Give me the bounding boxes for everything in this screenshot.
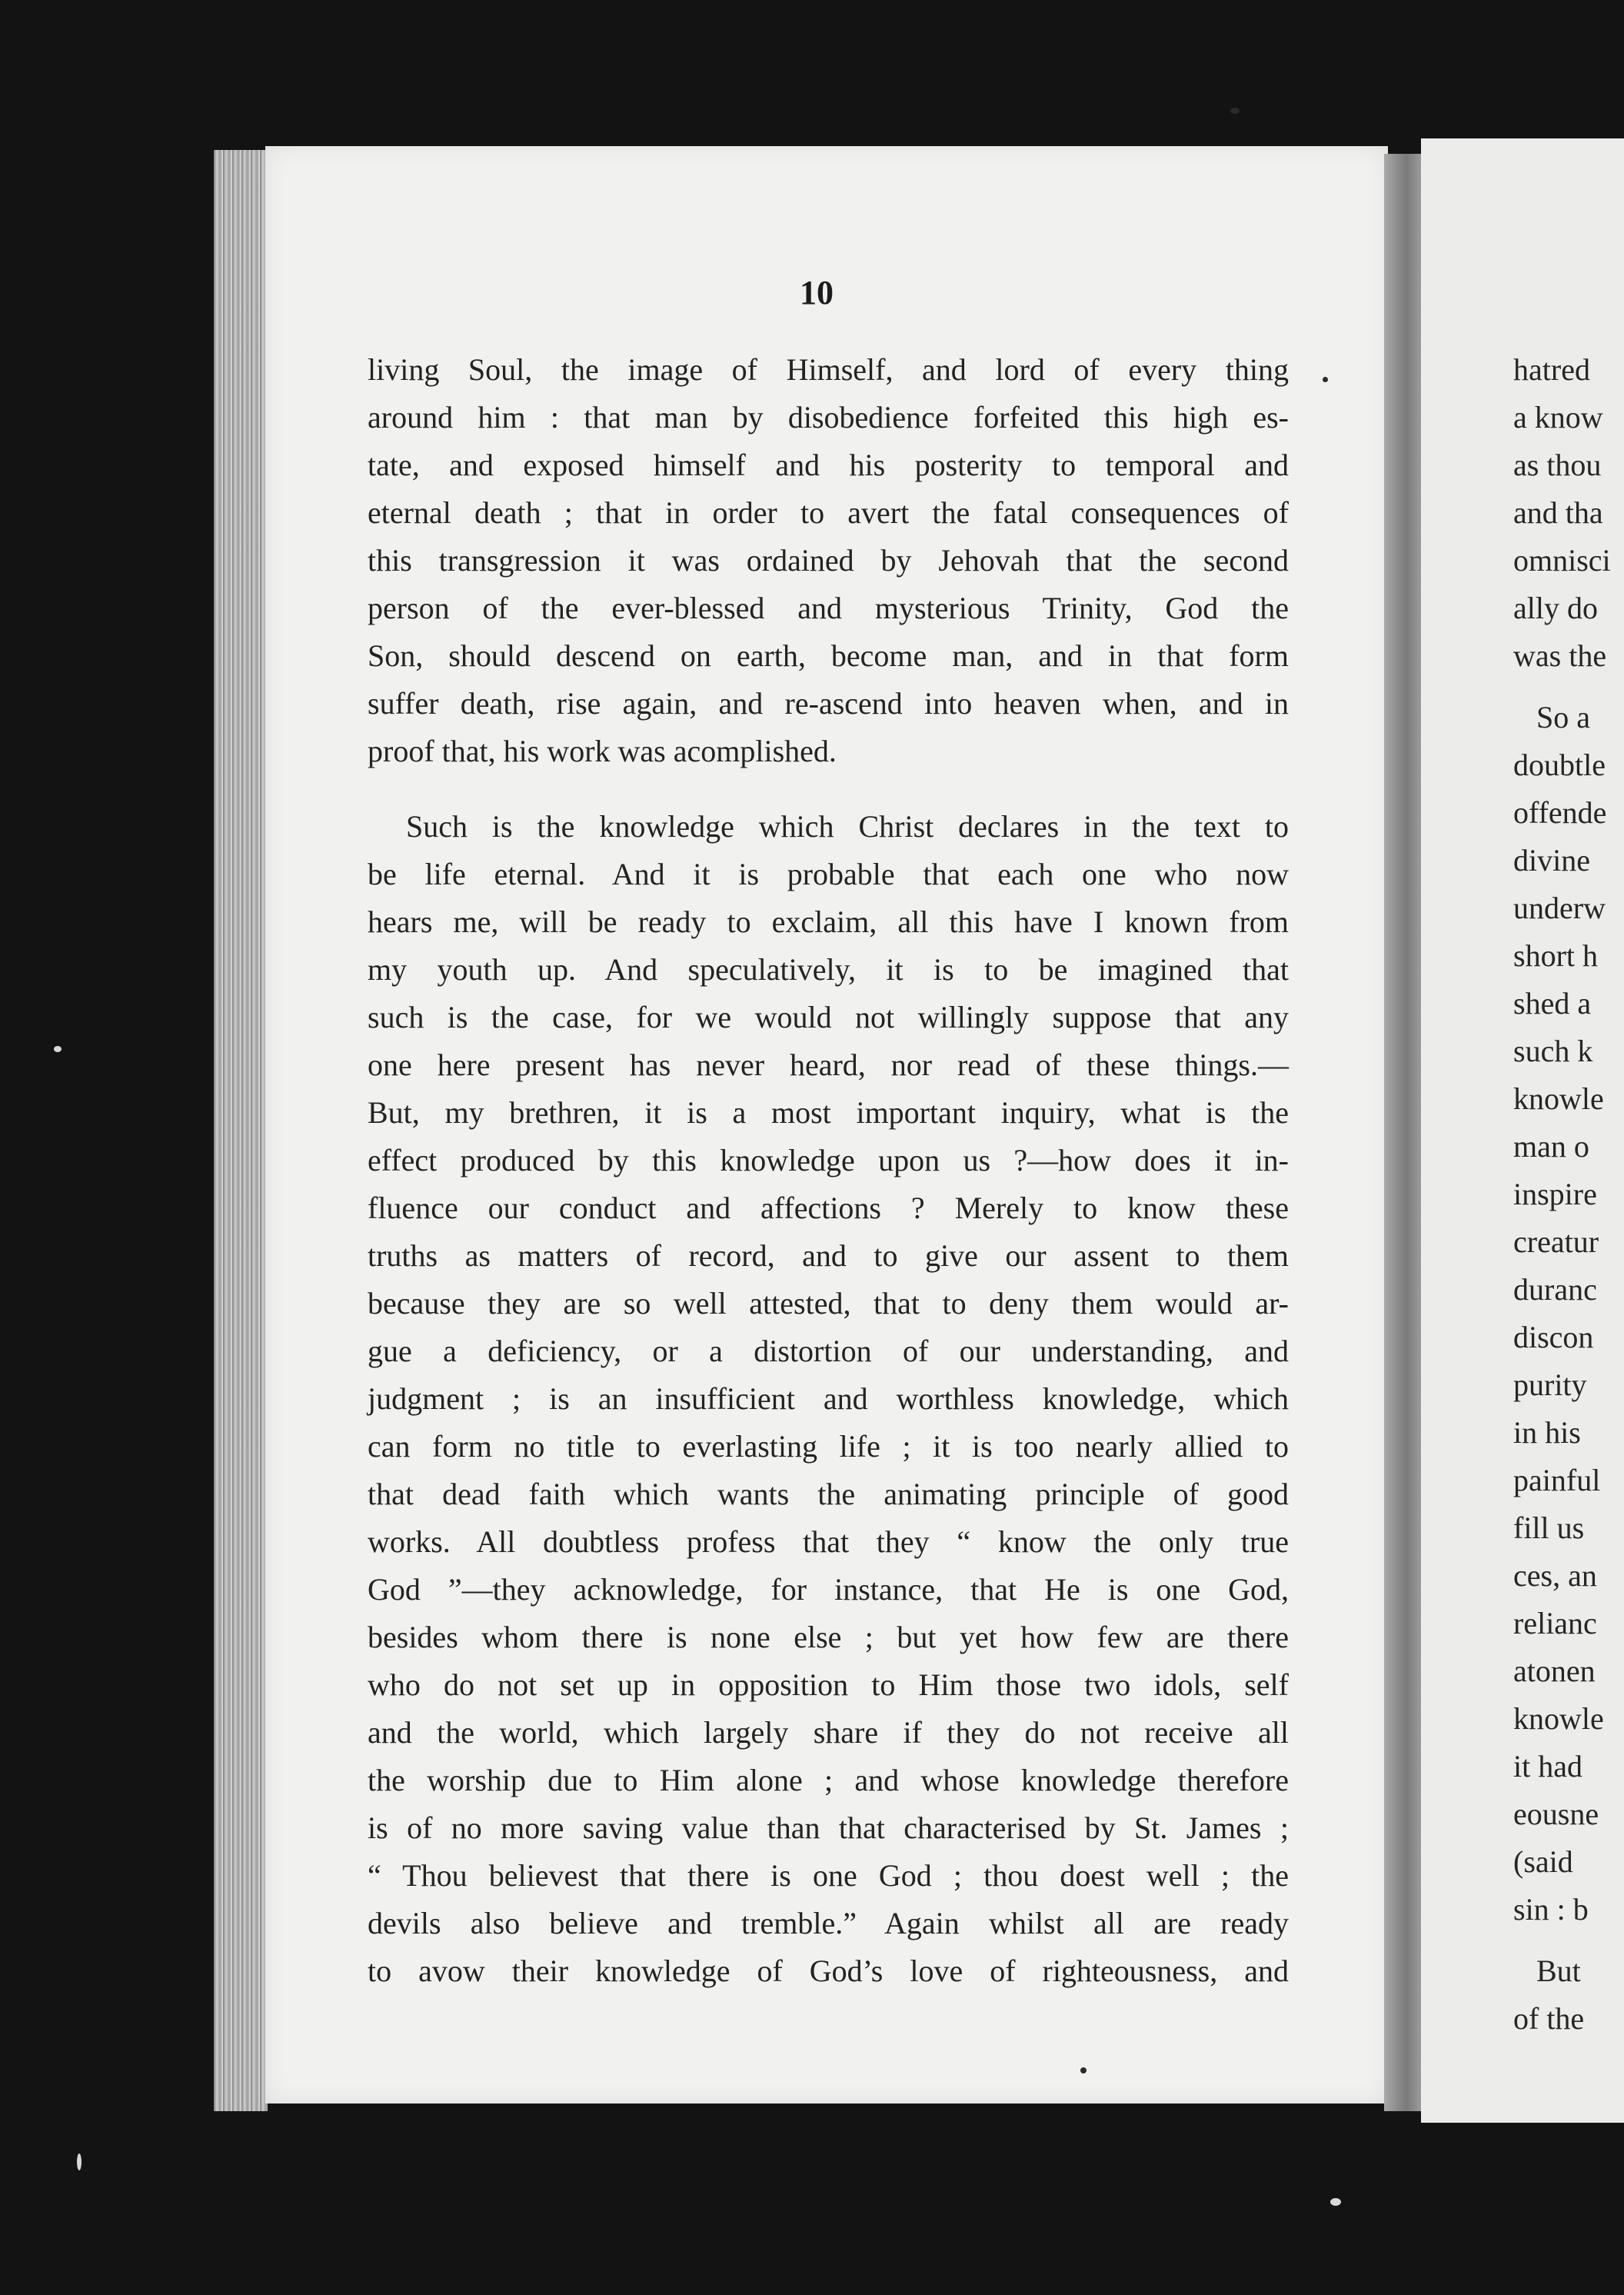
- text-fragment: inspire: [1513, 1177, 1597, 1211]
- scan-speck: [1323, 377, 1328, 382]
- text-fragment: it had: [1513, 1749, 1582, 1784]
- text-line: my youth up. And speculatively, it is to be imagined that: [368, 952, 1289, 987]
- text-fragment: discon: [1513, 1320, 1594, 1354]
- text-fragment: painful: [1513, 1463, 1601, 1497]
- paragraph-gap: [1513, 1934, 1611, 1947]
- scan-speck: [1230, 108, 1240, 114]
- text-line: besides whom there is none else ; but yet how few are there: [368, 1620, 1289, 1654]
- text-fragment: fill us: [1513, 1511, 1585, 1545]
- text-line: person of the ever-blessed and mysterious Trinity, God the: [368, 591, 1289, 625]
- text-fragment: divine: [1513, 843, 1590, 878]
- right-page-text: [1513, 346, 1611, 2043]
- text-fragment: atonen: [1513, 1654, 1596, 1688]
- text-line: around him : that man by disobedience forfeited this high es-: [368, 400, 1289, 435]
- text-line: effect produced by this knowledge upon us ?—how does it in-: [368, 1143, 1289, 1177]
- text-line: hears me, will be ready to exclaim, all this have I known from: [368, 904, 1289, 939]
- scan-speck: [1080, 2067, 1087, 2073]
- text-fragment: underw: [1513, 891, 1606, 925]
- text-line: eternal death ; that in order to avert the fatal consequences of: [368, 495, 1289, 530]
- text-fragment: knowle: [1513, 1081, 1604, 1116]
- text-fragment: creatur: [1513, 1224, 1599, 1259]
- text-fragment: (said: [1513, 1844, 1573, 1879]
- text-fragment: sin : b: [1513, 1892, 1589, 1927]
- text-line: suffer death, rise again, and re-ascend into heaven when, and in: [368, 686, 1289, 721]
- text-line: and the world, which largely share if they do not receive all: [368, 1715, 1289, 1750]
- text-fragment: short h: [1513, 938, 1598, 973]
- text-line: is of no more saving value than that characterised by St. James ;: [368, 1810, 1289, 1845]
- text-line: devils also believe and tremble.” Again whilst all are ready: [368, 1906, 1289, 1940]
- text-fragment: and tha: [1513, 495, 1603, 530]
- text-fragment: as thou: [1513, 448, 1602, 482]
- text-fragment: in his: [1513, 1415, 1581, 1450]
- text-fragment: a know: [1513, 400, 1603, 435]
- text-line: that dead faith which wants the animating principle of good: [368, 1477, 1289, 1511]
- text-line: one here present has never heard, nor read of these things.—: [368, 1048, 1289, 1082]
- text-fragment: doubtle: [1513, 748, 1606, 782]
- text-fragment: hatred: [1513, 352, 1590, 387]
- text-fragment: But: [1536, 1954, 1581, 1988]
- text-line: God ”—they acknowledge, for instance, that He is one God,: [368, 1572, 1289, 1607]
- text-fragment: ces, an: [1513, 1558, 1597, 1593]
- text-line: who do not set up in opposition to Him those two idols, self: [368, 1667, 1289, 1702]
- scan-speck: [54, 1046, 62, 1052]
- text-line: can form no title to everlasting life ; it is too nearly allied to: [368, 1429, 1289, 1464]
- text-line: gue a deficiency, or a distortion of our understanding, and: [368, 1334, 1289, 1368]
- text-fragment: duranc: [1513, 1272, 1597, 1307]
- page-edges: [214, 150, 268, 2111]
- text-fragment: knowle: [1513, 1701, 1604, 1736]
- text-fragment: omnisci: [1513, 543, 1611, 578]
- text-line: judgment ; is an insufficient and worthless knowledge, which: [368, 1381, 1289, 1416]
- left-page-text: [368, 346, 1289, 1995]
- text-line: to avow their knowledge of God’s love of righteousness, and: [368, 1954, 1289, 1988]
- text-fragment: So a: [1536, 700, 1590, 734]
- scan-speck: [77, 2153, 82, 2170]
- book-gutter: [1384, 154, 1421, 2111]
- text-line: because they are so well attested, that to deny them would ar-: [368, 1286, 1289, 1321]
- text-fragment: was the: [1513, 638, 1607, 673]
- text-line: fluence our conduct and affections ? Merely to know these: [368, 1191, 1289, 1225]
- text-fragment: shed a: [1513, 986, 1592, 1021]
- text-fragment: such k: [1513, 1034, 1593, 1068]
- text-fragment: purity: [1513, 1367, 1587, 1402]
- text-fragment: man o: [1513, 1129, 1589, 1164]
- text-line: tate, and exposed himself and his posterity to temporal and: [368, 448, 1289, 482]
- text-fragment: ally do: [1513, 591, 1598, 625]
- text-fragment: eousne: [1513, 1797, 1599, 1831]
- text-line: Son, should descend on earth, become man, and in that form: [368, 638, 1289, 673]
- text-line: this transgression it was ordained by Jehovah that the second: [368, 543, 1289, 578]
- text-line: Such is the knowledge which Christ declares in the text to: [406, 809, 1289, 844]
- text-line: living Soul, the image of Himself, and lord of every thing: [368, 352, 1289, 387]
- text-line: works. All doubtless profess that they “ know the only true: [368, 1524, 1289, 1559]
- text-line: the worship due to Him alone ; and whose knowledge therefore: [368, 1763, 1289, 1797]
- text-fragment: of the: [1513, 2001, 1585, 2036]
- text-line: truths as matters of record, and to give our assent to them: [368, 1238, 1289, 1273]
- text-line: proof that, his work was acomplished.: [368, 734, 837, 768]
- scan-speck: [1330, 2198, 1341, 2206]
- paragraph-gap: [368, 775, 1289, 803]
- text-line: such is the case, for we would not willingly suppose that any: [368, 1000, 1289, 1034]
- text-line: “ Thou believest that there is one God ; thou doest well ; the: [368, 1858, 1289, 1893]
- paragraph-gap: [1513, 680, 1611, 694]
- text-line: But, my brethren, it is a most important inquiry, what is the: [368, 1095, 1289, 1130]
- text-fragment: relianc: [1513, 1606, 1597, 1640]
- text-fragment: offende: [1513, 795, 1607, 830]
- page-number: 10: [800, 274, 834, 311]
- text-line: be life eternal. And it is probable that each one who now: [368, 857, 1289, 891]
